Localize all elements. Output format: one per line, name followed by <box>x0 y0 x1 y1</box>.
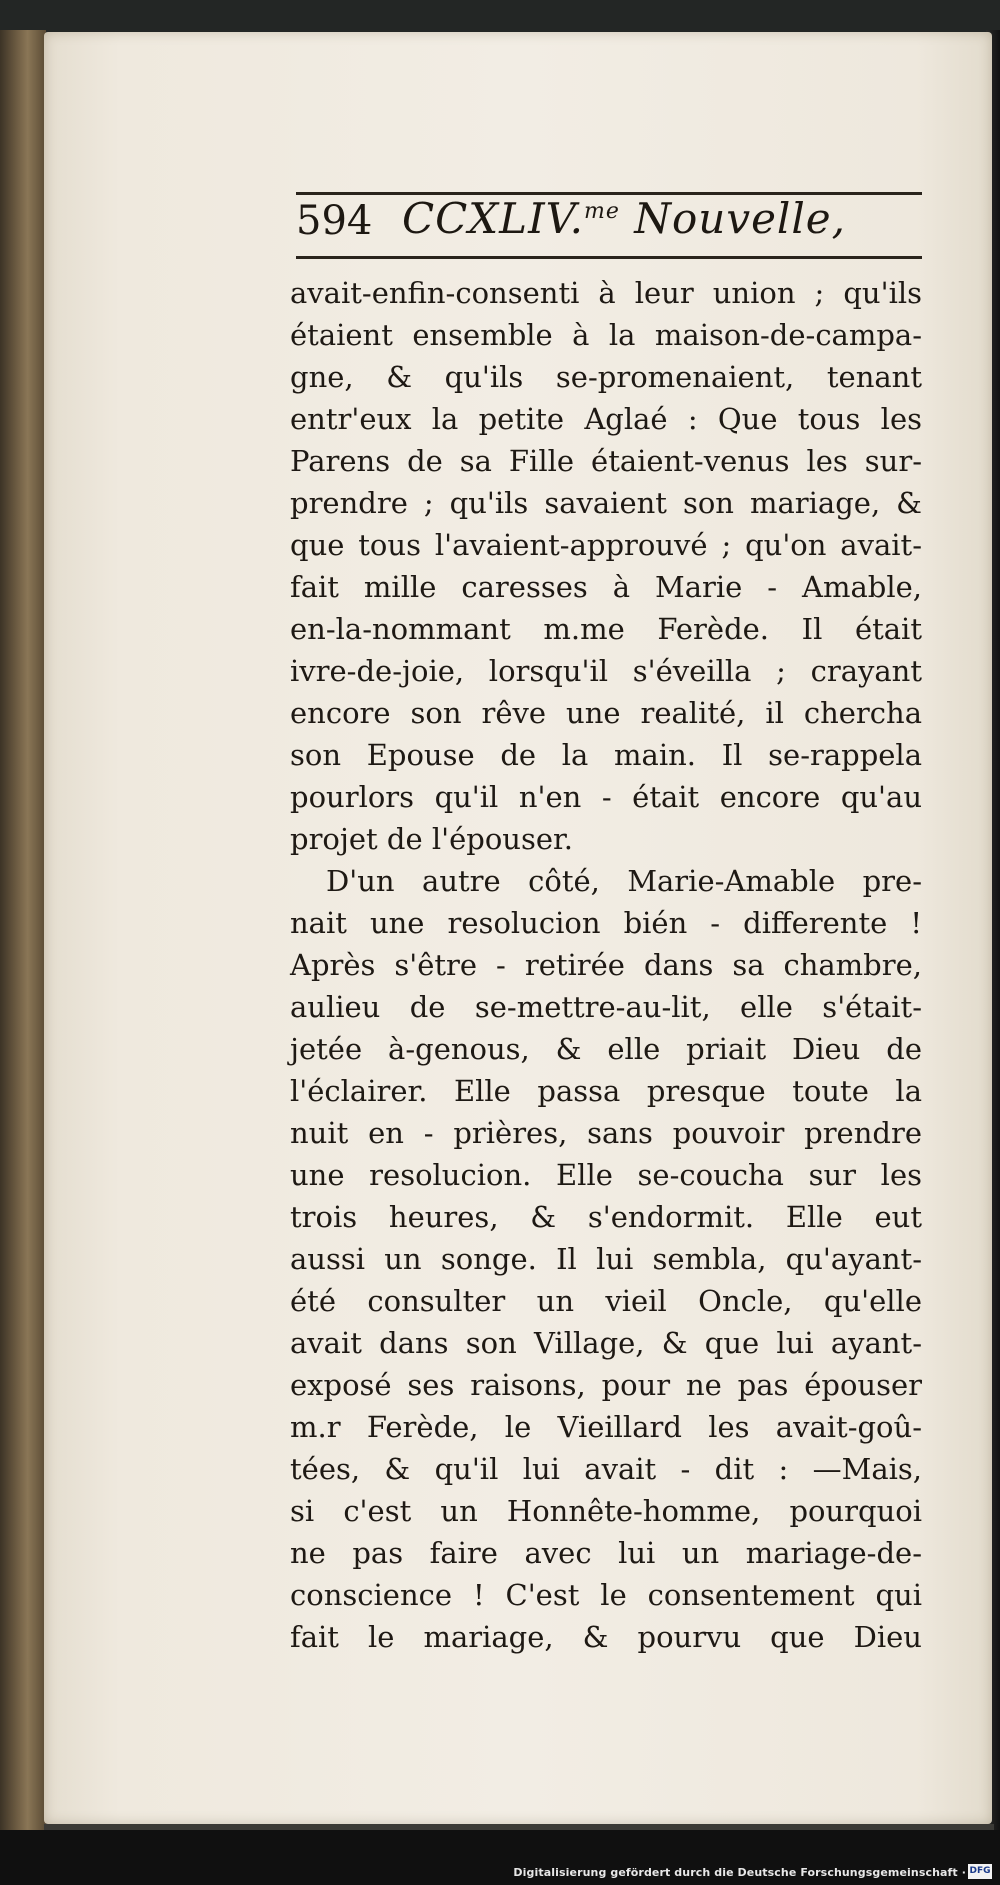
text-line: encore son rêve une realité, il chercha <box>290 696 922 730</box>
body-text <box>290 272 922 1658</box>
text-line: Parens de sa Fille étaient-venus les sur- <box>290 444 922 478</box>
text-line: prendre ; qu'ils savaient son mariage, & <box>290 486 922 520</box>
running-title-rest: Nouvelle, <box>634 194 846 243</box>
header-rule-bottom <box>296 256 922 259</box>
scan-top-border <box>0 0 1000 34</box>
text-line: été consulter un vieil Oncle, qu'elle <box>290 1284 922 1318</box>
running-title-superscript: me <box>584 199 620 224</box>
text-line: nait une resolucion bién - differente ! <box>290 906 922 940</box>
page-number: 594 <box>296 198 373 244</box>
text-line: fait mille caresses à Marie - Amable, <box>290 570 922 604</box>
text-line: Après s'être - retirée dans sa chambre, <box>290 948 922 982</box>
text-line: pourlors qu'il n'en - était encore qu'au <box>290 780 922 814</box>
text-line: ivre-de-joie, lorsqu'il s'éveilla ; crayant <box>290 654 922 688</box>
text-line: une resolucion. Elle se-coucha sur les <box>290 1158 922 1192</box>
text-line: son Epouse de la main. Il se-rappela <box>290 738 922 772</box>
text-line: nuit en - prières, sans pouvoir prendre <box>290 1116 922 1150</box>
book-spine-edge <box>0 30 46 1830</box>
text-line: jetée à-genous, & elle priait Dieu de <box>290 1032 922 1066</box>
text-line: en-la-nommant m.me Ferède. Il était <box>290 612 922 646</box>
text-line: gne, & qu'ils se-promenaient, tenant <box>290 360 922 394</box>
text-line: fait le mariage, & pourvu que Dieu <box>290 1620 922 1654</box>
text-line: aulieu de se-mettre-au-lit, elle s'était- <box>290 990 922 1024</box>
text-line: si c'est un Honnête-homme, pourquoi <box>290 1494 922 1528</box>
text-line: trois heures, & s'endormit. Elle eut <box>290 1200 922 1234</box>
text-line: m.r Ferède, le Vieillard les avait-goû- <box>290 1410 922 1444</box>
dfg-logo: DFG <box>968 1864 992 1879</box>
running-title <box>402 194 846 243</box>
text-line: entr'eux la petite Aglaé : Que tous les <box>290 402 922 436</box>
text-line: tées, & qu'il lui avait - dit : —Mais, <box>290 1452 922 1486</box>
text-line: conscience ! C'est le consentement qui <box>290 1578 922 1612</box>
text-line: aussi un songe. Il lui sembla, qu'ayant- <box>290 1242 922 1276</box>
text-line: D'un autre côté, Marie-Amable pre- <box>326 864 922 898</box>
text-line: que tous l'avaient-approuvé ; qu'on avait- <box>290 528 922 562</box>
text-line: ne pas faire avec lui un mariage-de- <box>290 1536 922 1570</box>
text-line: exposé ses raisons, pour ne pas épouser <box>290 1368 922 1402</box>
digitization-credit: Digitalisierung gefördert durch die Deutsche Forschungsgemeinschaft · <box>513 1866 966 1879</box>
text-line: avait dans son Village, & que lui ayant- <box>290 1326 922 1360</box>
text-line: avait-enfin-consenti à leur union ; qu'ils <box>290 276 922 310</box>
running-title-main: CCXLIV. <box>402 194 584 243</box>
text-line: projet de l'épouser. <box>290 822 573 856</box>
text-line: étaient ensemble à la maison-de-campa- <box>290 318 922 352</box>
text-line: l'éclairer. Elle passa presque toute la <box>290 1074 922 1108</box>
